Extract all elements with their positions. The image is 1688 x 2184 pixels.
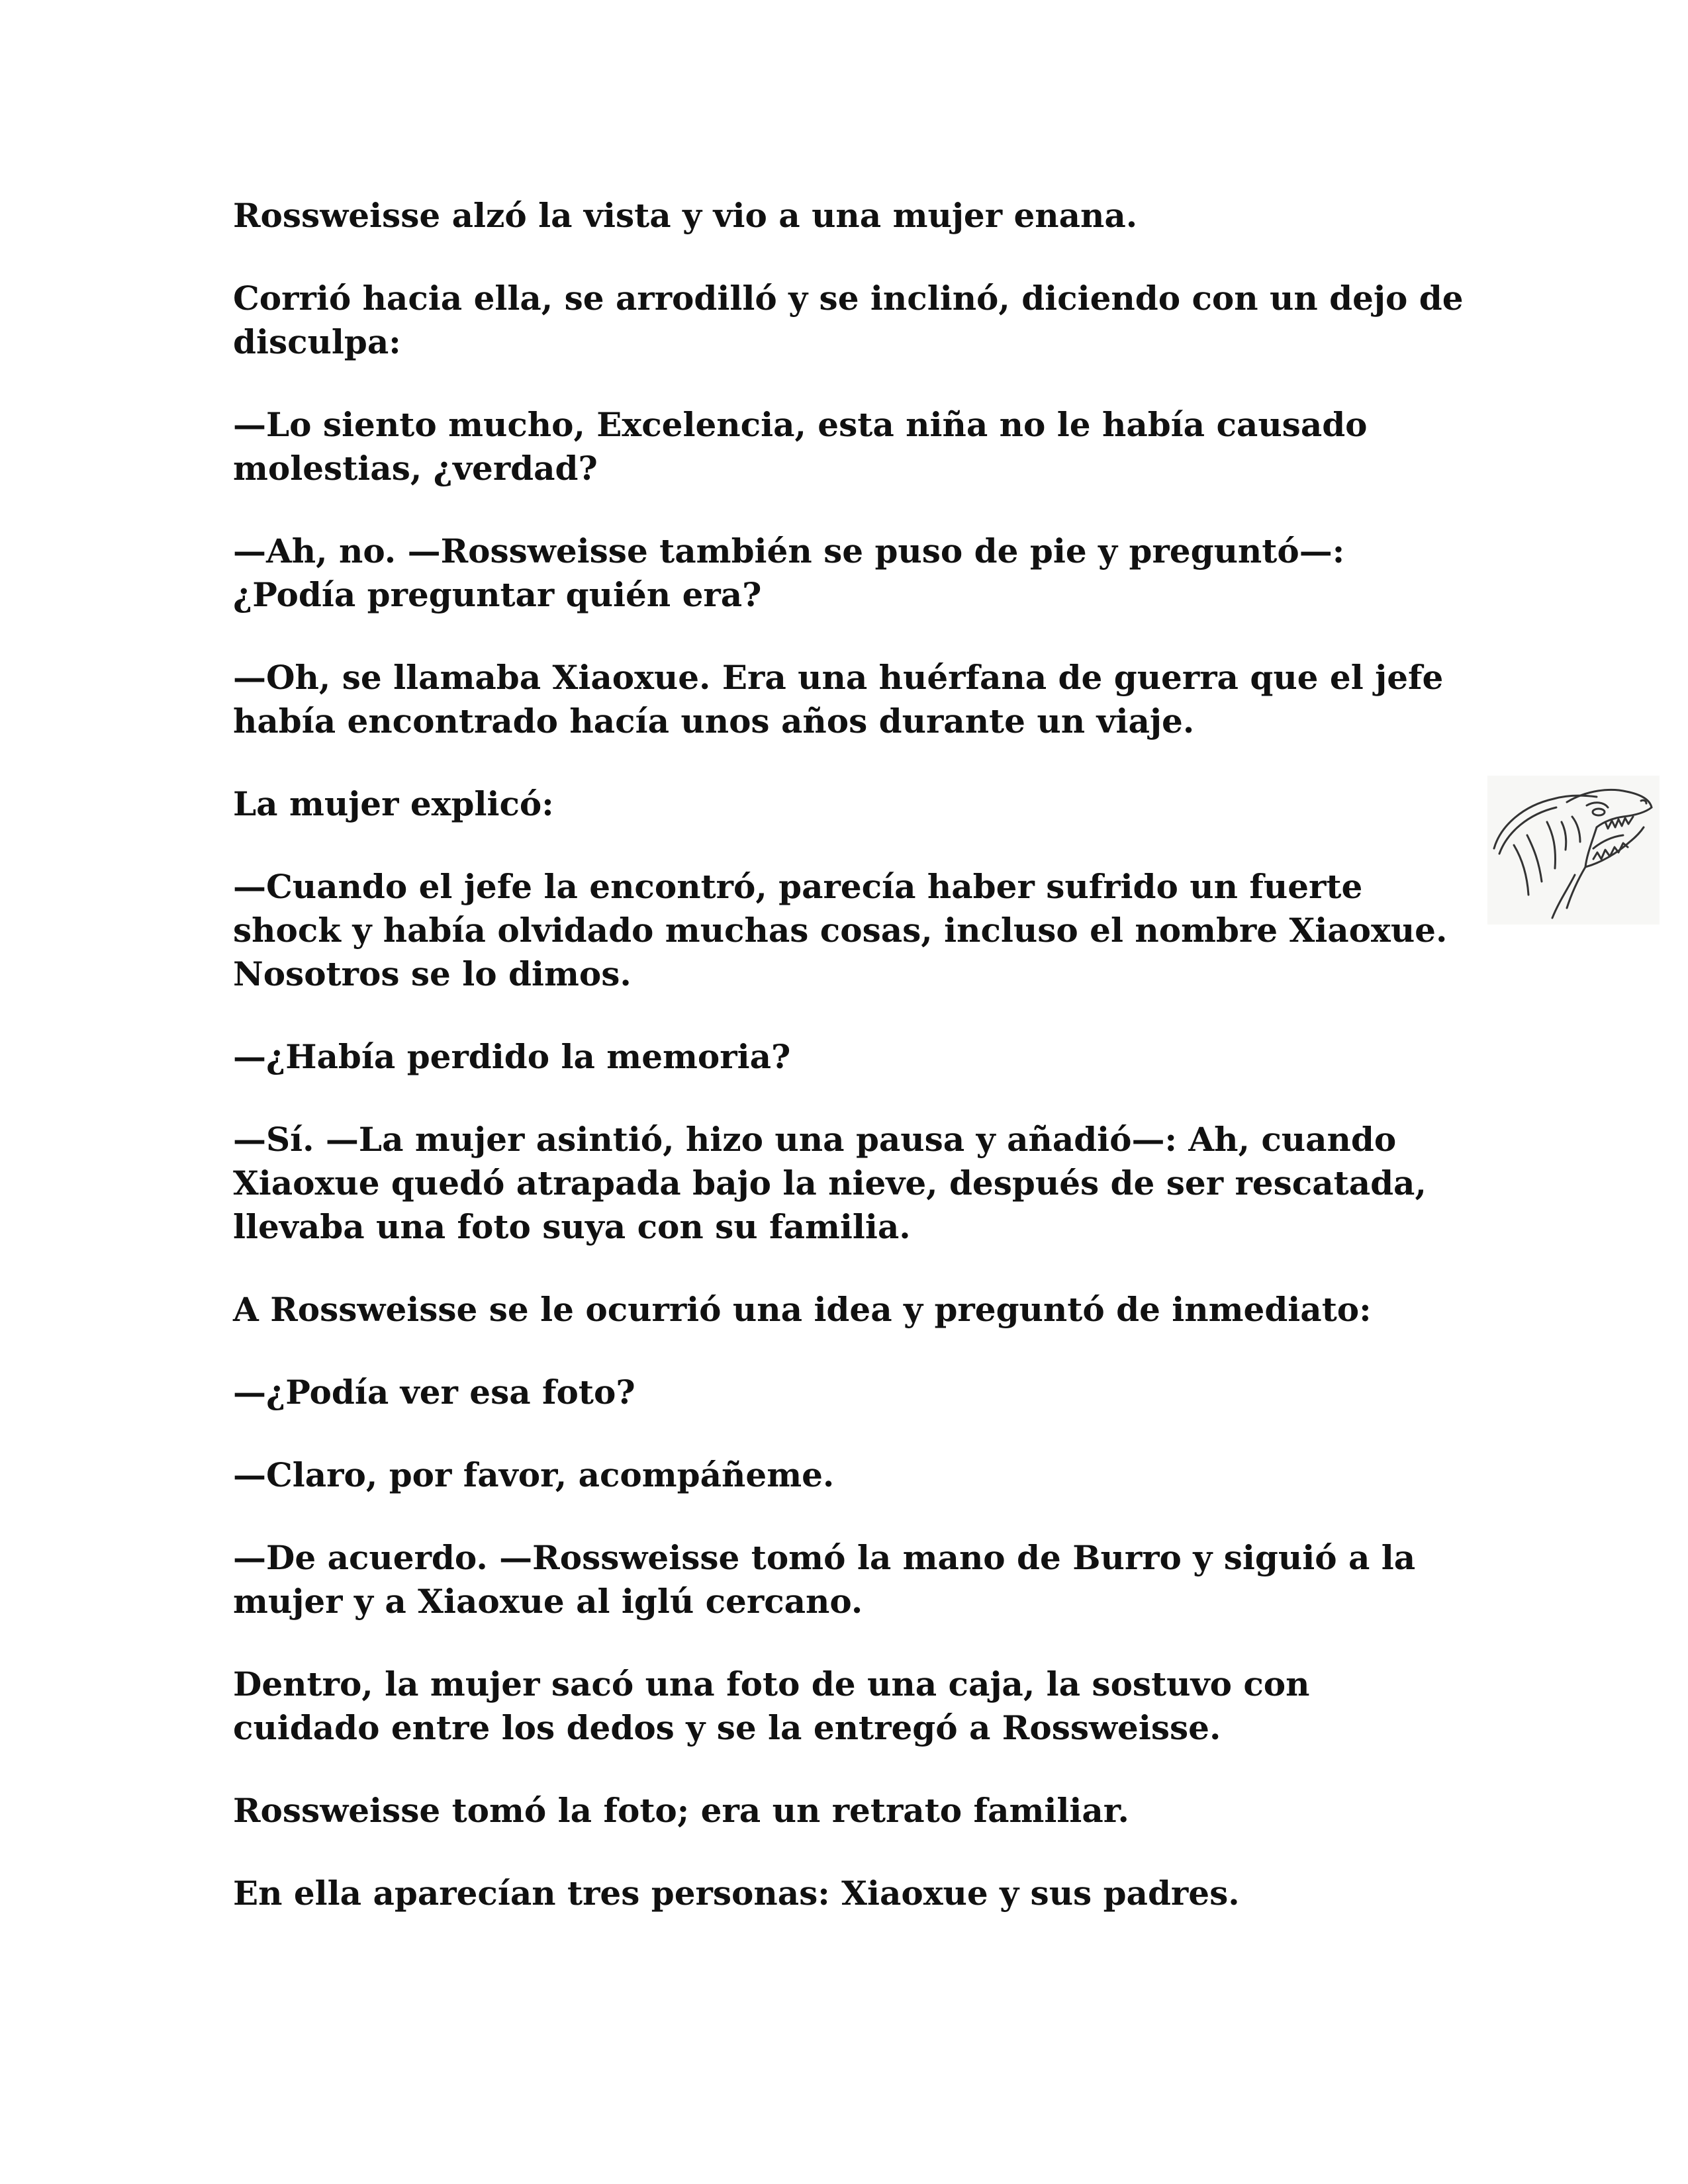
paragraph: —Cuando el jefe la encontró, parecía haber sufrido un fuerte shock y había olvidado muchas cosas, incluso el nombre Xiaoxue. Nosotros se lo dimos. (233, 867, 1448, 993)
paragraph: Corrió hacia ella, se arrodilló y se inclinó, diciendo con un dejo de disculpa: (233, 279, 1464, 361)
paragraph: —Ah, no. —Rossweisse también se puso de pie y preguntó—: ¿Podía preguntar quién era? (233, 531, 1345, 614)
paragraph: Rossweisse tomó la foto; era un retrato familiar. (233, 1791, 1129, 1830)
paragraph: —De acuerdo. —Rossweisse tomó la mano de Burro y siguió a la mujer y a Xiaoxue al iglú cercano. (233, 1538, 1416, 1621)
paragraph: —Sí. —La mujer asintió, hizo una pausa y añadió—: Ah, cuando Xiaoxue quedó atrapada bajo la nieve, después de ser rescatada, llevaba una foto suya con su familia. (233, 1120, 1427, 1246)
paragraph: —Claro, por favor, acompáñeme. (233, 1455, 835, 1494)
paragraph: —¿Podía ver esa foto? (233, 1373, 635, 1412)
paragraph: —Oh, se llamaba Xiaoxue. Era una huérfana de guerra que el jefe había encontrado hacía unos años durante un viaje. (233, 658, 1444, 741)
paragraph: —¿Había perdido la memoria? (233, 1037, 791, 1076)
paragraph: Rossweisse alzó la vista y vio a una mujer enana. (233, 196, 1138, 235)
paragraph: Dentro, la mujer sacó una foto de una caja, la sostuvo con cuidado entre los dedos y se la entregó a Rossweisse. (233, 1664, 1310, 1747)
paragraph: En ella aparecían tres personas: Xiaoxue y sus padres. (233, 1874, 1240, 1913)
dinosaur-head-sketch-icon (1487, 776, 1660, 925)
paragraph: La mujer explicó: (233, 784, 554, 823)
paragraph: —Lo siento mucho, Excelencia, esta niña no le había causado molestias, ¿verdad? (233, 405, 1368, 488)
body-text (233, 194, 1464, 1954)
paragraph: A Rossweisse se le ocurrió una idea y preguntó de inmediato: (233, 1290, 1372, 1329)
